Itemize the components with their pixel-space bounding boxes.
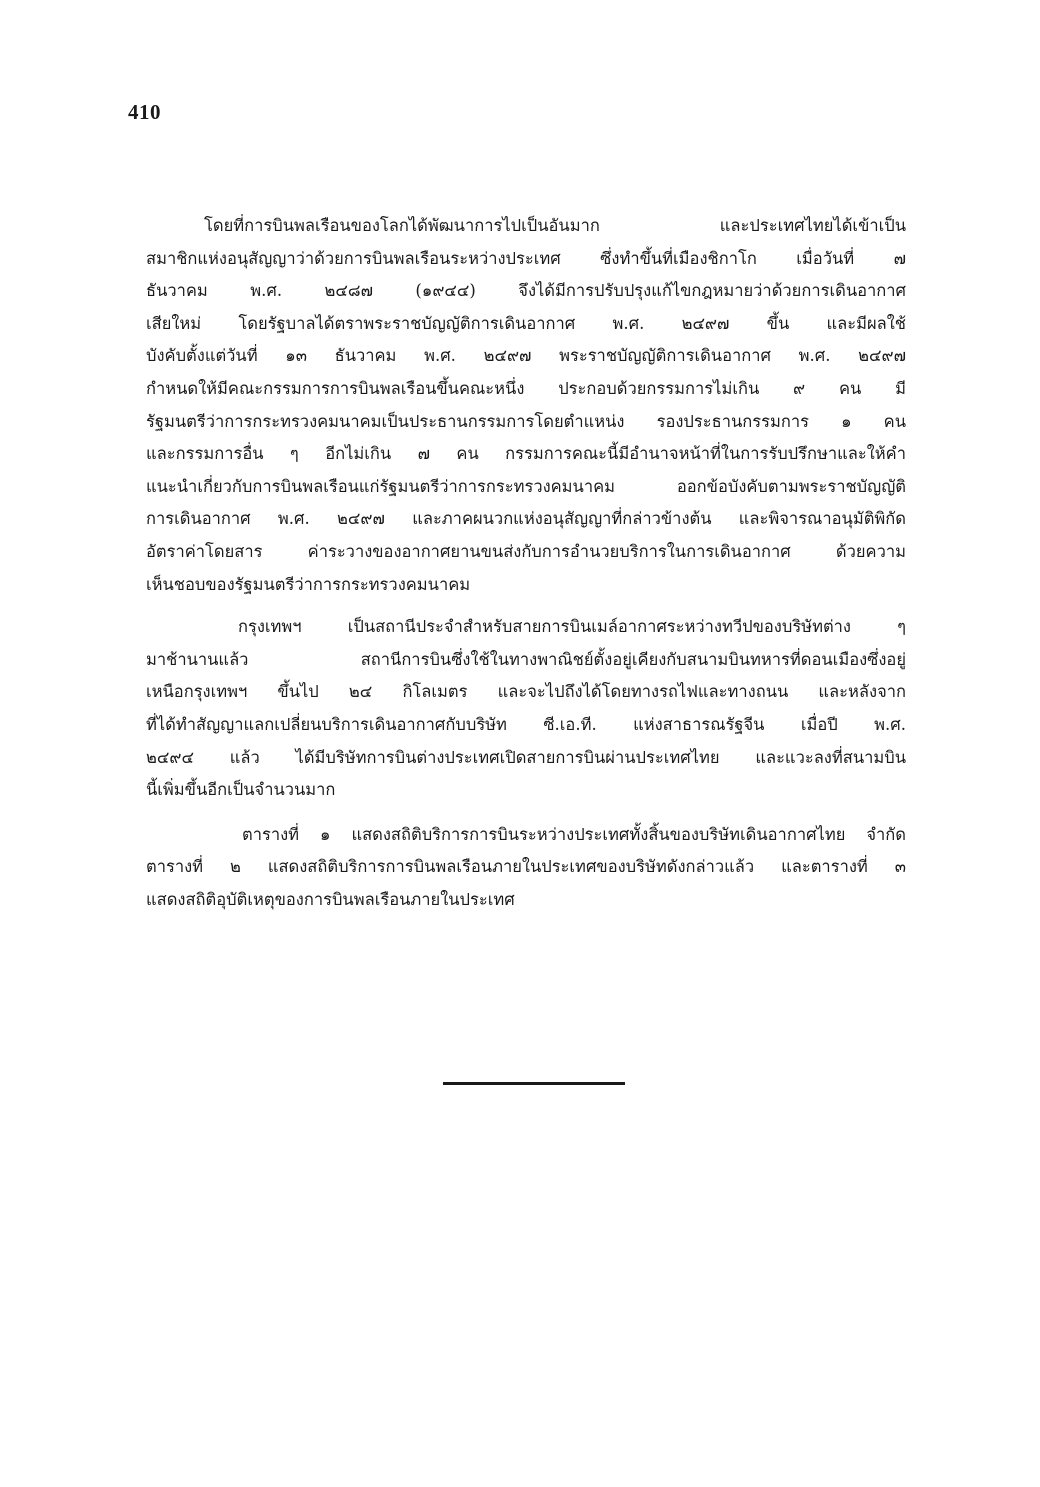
text-line: ธันวาคม พ.ศ. ๒๔๘๗ (๑๙๔๔) จึงได้มีการปรับปรุงแก้ไขกฎหมายว่าด้วยการเดินอากาศ (146, 281, 906, 301)
text-line: ๒๔๙๔ แล้ว ได้มีบริษัทการบินต่างประเทศเปิดสายการบินผ่านประเทศไทย และแวะลงที่สนามบิน (146, 747, 906, 767)
section-divider (443, 1082, 625, 1085)
text-line: ตารางที่ ๒ แสดงสถิติบริการการบินพลเรือนภายในประเทศของบริษัทดังกล่าวแล้ว และตารางที่ ๓ (146, 857, 906, 877)
paragraph-statistics-tables (146, 819, 906, 917)
text-line: นี้เพิ่มขึ้นอีกเป็นจำนวนมาก (146, 780, 336, 800)
text-line: แนะนำเกี่ยวกับการบินพลเรือนแก่รัฐมนตรีว่าการกระทรวงคมนาคม ออกข้อบังคับตามพระราชบัญญัติ (146, 476, 906, 496)
text-line: กำหนดให้มีคณะกรรมการการบินพลเรือนขึ้นคณะหนึ่ง ประกอบด้วยกรรมการไม่เกิน ๙ คน มี (146, 378, 906, 398)
text-line: โดยที่การบินพลเรือนของโลกได้พัฒนาการไปเป็นอันมาก และประเทศไทยได้เข้าเป็น (204, 216, 906, 235)
text-line: สมาชิกแห่งอนุสัญญาว่าด้วยการบินพลเรือนระหว่างประเทศ ซึ่งทำขึ้นที่เมืองชิกาโก เมื่อวันที่ ๗ (146, 248, 906, 268)
text-line: ที่ได้ทำสัญญาแลกเปลี่ยนบริการเดินอากาศกับบริษัท ซี.เอ.ที. แห่งสาธารณรัฐจีน เมื่อปี พ.ศ. (146, 714, 906, 734)
text-line: มาช้านานแล้ว สถานีการบินซึ่งใช้ในทางพาณิชย์ตั้งอยู่เคียงกับสนามบินทหารที่ดอนเมืองซึ่งอยู่ (146, 649, 906, 669)
text-line: กรุงเทพฯ เป็นสถานีประจำสำหรับสายการบินเมล์อากาศระหว่างทวีปของบริษัทต่าง ๆ (238, 617, 906, 637)
text-line: เห็นชอบของรัฐมนตรีว่าการกระทรวงคมนาคม (146, 574, 471, 594)
text-line: แสดงสถิติอุบัติเหตุของการบินพลเรือนภายในประเทศ (146, 889, 515, 909)
text-line: การเดินอากาศ พ.ศ. ๒๔๙๗ และภาคผนวกแห่งอนุสัญญาที่กล่าวข้างต้น และพิจารณาอนุมัติพิกัด (146, 509, 906, 529)
paragraph-bangkok-station (146, 611, 906, 807)
text-line: รัฐมนตรีว่าการกระทรวงคมนาคมเป็นประธานกรรมการโดยตำแหน่ง รองประธานกรรมการ ๑ คน (146, 411, 906, 431)
body-text (146, 210, 906, 916)
text-line: เสียใหม่ โดยรัฐบาลได้ตราพระราชบัญญัติการเดินอากาศ พ.ศ. ๒๔๙๗ ขึ้น และมีผลใช้ (146, 313, 906, 333)
text-line: อัตราค่าโดยสาร ค่าระวางของอากาศยานขนส่งกับการอำนวยบริการในการเดินอากาศ ด้วยความ (146, 541, 906, 561)
text-line: และกรรมการอื่น ๆ อีกไม่เกิน ๗ คน กรรมการคณะนี้มีอำนาจหน้าที่ในการรับปรึกษาและให้คำ (146, 444, 906, 464)
text-line: ตารางที่ ๑ แสดงสถิติบริการการบินระหว่างประเทศทั้งสิ้นของบริษัทเดินอากาศไทย จำกัด (242, 824, 906, 844)
text-line: เหนือกรุงเทพฯ ขึ้นไป ๒๔ กิโลเมตร และจะไปถึงได้โดยทางรถไฟและทางถนน และหลังจาก (146, 682, 906, 702)
paragraph-civil-aviation-law (146, 210, 906, 601)
text-line: บังคับตั้งแต่วันที่ ๑๓ ธันวาคม พ.ศ. ๒๔๙๗ พระราชบัญญัติการเดินอากาศ พ.ศ. ๒๔๙๗ (146, 346, 906, 366)
page-number: 410 (128, 100, 161, 124)
